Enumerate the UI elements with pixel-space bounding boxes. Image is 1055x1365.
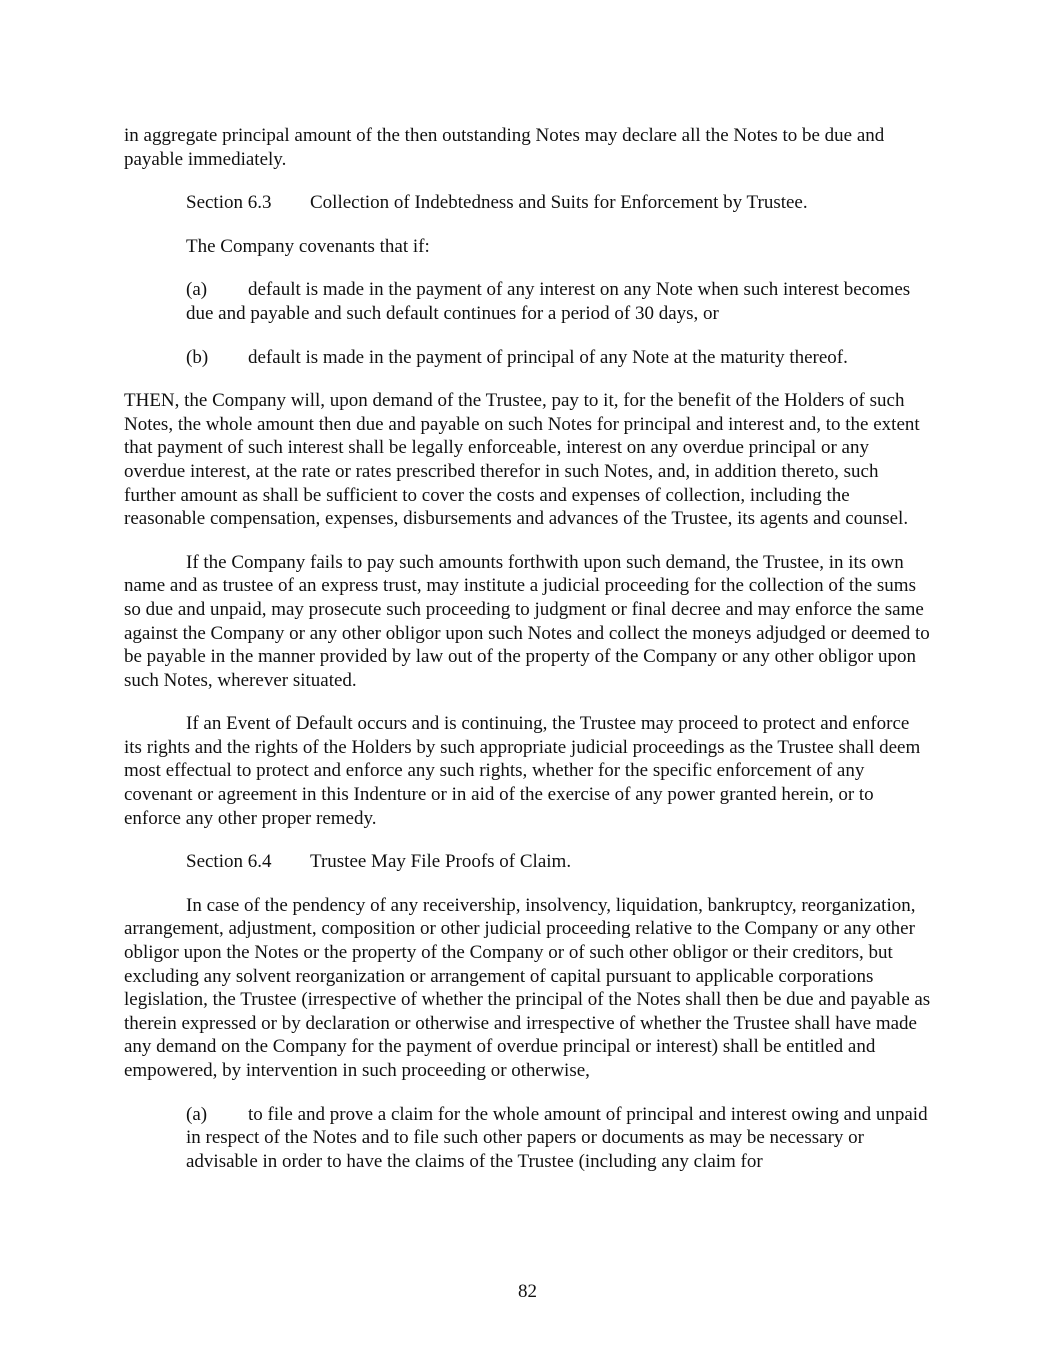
clause-label: (b) <box>186 346 209 368</box>
section-title: Trustee May File Proofs of Claim. <box>310 851 572 873</box>
page-number: 82 <box>518 1281 537 1302</box>
clause-text: default is made in the payment of any interest on any Note when such interest becomes due and payable and such default continues for a period of 30 days, or <box>186 279 911 324</box>
section-6-3-heading <box>186 191 932 215</box>
intro-paragraph: in aggregate principal amount of the then outstanding Notes may declare all the Notes to be due and payable immediately. <box>124 125 885 170</box>
section-number: Section 6.3 <box>186 192 272 214</box>
clause-text: default is made in the payment of principal of any Note at the maturity thereof. <box>248 346 848 368</box>
clause-b-principal <box>186 346 932 370</box>
document-page <box>124 124 932 1193</box>
pendency-paragraph: In case of the pendency of any receivership, insolvency, liquidation, bankruptcy, reorganization, arrangement, adjustment, composition or other judicial proceeding relative to the Company or any other obligor upon the Notes or the property of the Company or of such other obligor or their creditors, but excluding any solvent reorganization or arrangement of capital pursuant to applicable corporations legislation, the Trustee (irrespective of whether the principal of the Notes shall then be due and payable as therein expressed or by declaration or otherwise and irrespective of whether the Trustee shall have made any demand on the Company for the payment of overdue principal or interest) shall be entitled and empowered, by intervention in such proceeding or otherwise, <box>124 894 931 1081</box>
section-number: Section 6.4 <box>186 851 272 873</box>
clause-label: (a) <box>186 279 208 301</box>
clause-a-interest <box>186 278 932 325</box>
then-paragraph: THEN, the Company will, upon demand of the Trustee, pay to it, for the benefit of the Holders of such Notes, the whole amount then due and payable on such Notes for principal and interest and, to the extent that payment of such interest shall be legally enforceable, interest on any overdue principal or any overdue interest, at the rate or rates prescribed therefor in such Notes, and, in addition thereto, such further amount as shall be sufficient to cover the costs and expenses of collection, including the reasonable compensation, expenses, disbursements and advances of the Trustee, its agents and counsel. <box>124 390 920 530</box>
event-of-default-paragraph: If an Event of Default occurs and is continuing, the Trustee may proceed to protect and enforce its rights and the rights of the Holders by such appropriate judicial proceedings as the Trustee shall deem most effectual to protect and enforce any such rights, whether for the specific enforcement of any covenant or agreement in this Indenture or in aid of the exercise of any power granted herein, or to enforce any other proper remedy. <box>124 713 921 829</box>
clause-text: to file and prove a claim for the whole amount of principal and interest owing and unpaid in respect of the Notes and to file such other papers or documents as may be necessary or advisable in order to have the claims of the Trustee (including any claim for <box>186 1103 928 1172</box>
covenants-paragraph: The Company covenants that if: <box>186 235 430 257</box>
company-fails-paragraph: If the Company fails to pay such amounts forthwith upon such demand, the Trustee, in its own name and as trustee of an express trust, may institute a judicial proceeding for the collection of the sums so due and unpaid, may prosecute such proceeding to judgment or final decree and may enforce the same against the Company or any other obligor upon such Notes and collect the moneys adjudged or deemed to be payable in the manner provided by law out of the property of the Company or any other obligor upon such Notes, wherever situated. <box>124 551 930 691</box>
clause-a-file-claim <box>186 1103 932 1174</box>
clause-label: (a) <box>186 1103 208 1125</box>
section-title: Collection of Indebtedness and Suits for Enforcement by Trustee. <box>310 192 808 214</box>
section-6-4-heading <box>186 850 932 874</box>
